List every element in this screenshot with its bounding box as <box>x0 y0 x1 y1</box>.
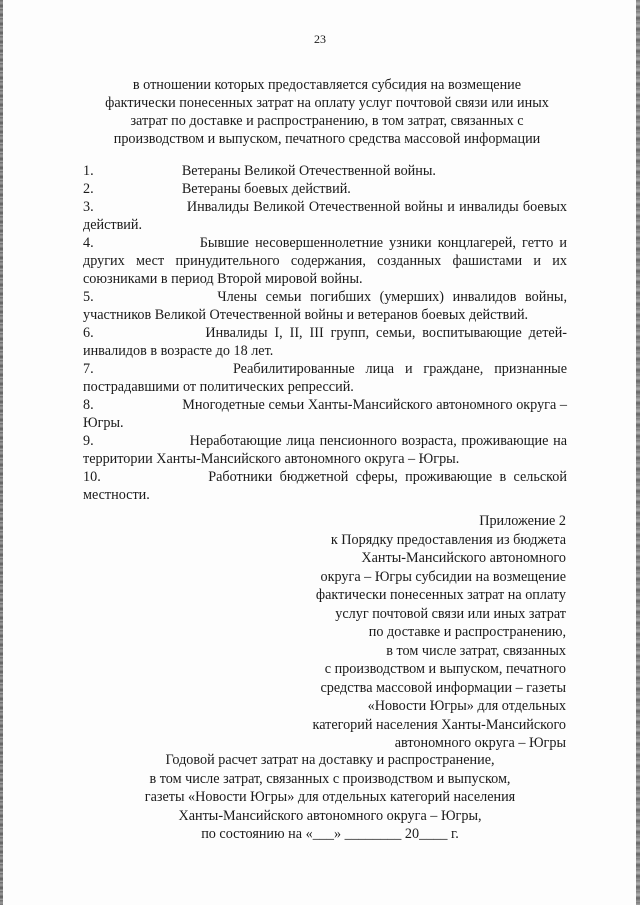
calc-title-line: Годовой расчет затрат на доставку и распространение, <box>165 752 495 768</box>
list-item-text: Бывшие несовершеннолетние узники концлагерей, гетто и других мест принудительного содержания, созданных фашистами и их союзниками в период Второй мировой войны. <box>83 235 567 287</box>
list-item-number: 10. <box>83 469 101 485</box>
list-item-number: 8. <box>83 397 94 413</box>
calc-title-line: в том числе затрат, связанных с производством и выпуском, <box>149 770 511 787</box>
appendix-line: автономного округа – Югры <box>394 735 566 751</box>
appendix-line: средства массовой информации – газеты <box>320 679 566 696</box>
appendix-line: Ханты-Мансийского автономного <box>361 550 566 566</box>
list-item <box>83 468 567 504</box>
list-item-number: 2. <box>83 181 94 197</box>
heading-line: в отношении которых предоставляется субсидия на возмещение <box>132 77 522 93</box>
appendix-line: с производством и выпуском, печатного <box>324 661 566 677</box>
list-item <box>83 324 567 360</box>
list-item-number: 4. <box>83 235 94 251</box>
calc-title-line: газеты «Новости Югры» для отдельных категорий населения <box>144 789 516 805</box>
list-item-text: Реабилитированные лица и граждане, признанные пострадавшими от политических репрессий. <box>83 361 567 395</box>
list-item <box>83 432 567 468</box>
list-item <box>83 234 567 288</box>
list-item-text: Инвалиды I, II, III групп, семьи, воспитывающие детей-инвалидов в возрасте до 18 лет. <box>83 325 568 359</box>
list-item-text: Члены семьи погибших (умерших) инвалидов войны, участников Великой Отечественной войны и ветеранов боевых действий. <box>83 289 567 323</box>
list-item-text: Ветераны боевых действий. <box>181 181 351 197</box>
calc-title-line: Ханты-Мансийского автономного округа – Югры, <box>178 807 482 824</box>
calc-title-date-line: по состоянию на «___» ________ 20____ г. <box>201 826 459 842</box>
appendix-title: Приложение 2 <box>479 513 566 529</box>
list-item-text: Многодетные семьи Ханты-Мансийского автономного округа – Югры. <box>83 397 567 431</box>
list-item-text: Работники бюджетной сферы, проживающие в сельской местности. <box>83 469 567 503</box>
list-item <box>83 180 567 198</box>
calculation-title <box>120 751 540 844</box>
list-item-text: Ветераны Великой Отечественной войны. <box>181 163 436 179</box>
appendix-line: «Новости Югры» для отдельных <box>367 698 566 714</box>
appendix-line: к Порядку предоставления из бюджета <box>330 531 566 548</box>
list-item-text: Неработающие лица пенсионного возраста, проживающие на территории Ханты-Мансийского автономного округа – Югры. <box>83 433 567 467</box>
appendix-block <box>280 512 566 753</box>
list-item <box>83 396 567 432</box>
list-item <box>83 162 567 180</box>
section-heading <box>92 76 562 148</box>
heading-line: производством и выпуском, печатного средства массовой информации <box>113 131 541 147</box>
scan-edge-left <box>0 0 3 905</box>
heading-line: затрат по доставке и распространению, в том затрат, связанных с <box>130 113 524 129</box>
appendix-line: по доставке и распространению, <box>368 624 566 640</box>
scan-edge-right <box>636 0 640 905</box>
list-item-number: 5. <box>83 289 94 305</box>
appendix-line: округа – Югры субсидии на возмещение <box>320 568 566 585</box>
list-item <box>83 288 567 324</box>
list-item-number: 3. <box>83 199 94 215</box>
list-item-number: 9. <box>83 433 94 449</box>
list-item-number: 1. <box>83 163 94 179</box>
heading-line: фактически понесенных затрат на оплату услуг почтовой связи или иных <box>105 95 549 111</box>
page-number: 23 <box>314 32 326 46</box>
appendix-line: фактически понесенных затрат на оплату <box>315 587 566 603</box>
appendix-line: категорий населения Ханты-Мансийского <box>312 716 566 733</box>
list-item <box>83 360 567 396</box>
category-list <box>83 162 567 504</box>
list-item-text: Инвалиды Великой Отечественной войны и инвалиды боевых действий. <box>83 199 567 233</box>
list-item <box>83 198 567 234</box>
list-item-number: 7. <box>83 361 94 377</box>
appendix-line: в том числе затрат, связанных <box>386 642 566 659</box>
list-item-number: 6. <box>83 325 94 341</box>
appendix-line: услуг почтовой связи или иных затрат <box>335 605 566 622</box>
